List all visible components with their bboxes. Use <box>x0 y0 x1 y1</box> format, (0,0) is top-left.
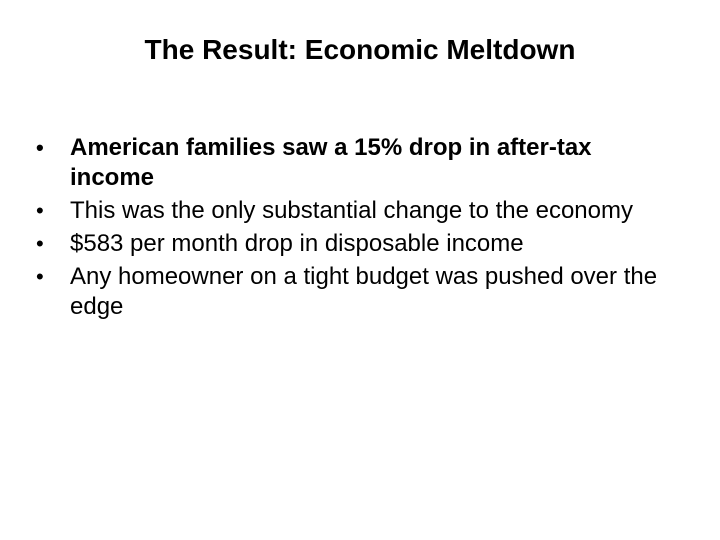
bullet-item <box>36 196 676 226</box>
bullet-text: American families saw a 15% drop in after-tax income <box>70 134 592 191</box>
bullet-item <box>36 262 676 322</box>
bullet-dot-icon: • <box>36 231 44 256</box>
bullet-dot-icon: • <box>36 135 44 160</box>
bullet-dot-icon: • <box>36 198 44 223</box>
bullet-text: $583 per month drop in disposable income <box>70 230 524 257</box>
bullet-dot-icon: • <box>36 264 44 289</box>
bullet-item <box>36 133 676 193</box>
bullet-list <box>36 133 676 325</box>
slide-title: The Result: Economic Meltdown <box>144 34 576 65</box>
bullet-item <box>36 229 676 259</box>
bullet-text: Any homeowner on a tight budget was pushed over the edge <box>70 263 658 320</box>
bullet-text: This was the only substantial change to the economy <box>70 197 633 224</box>
